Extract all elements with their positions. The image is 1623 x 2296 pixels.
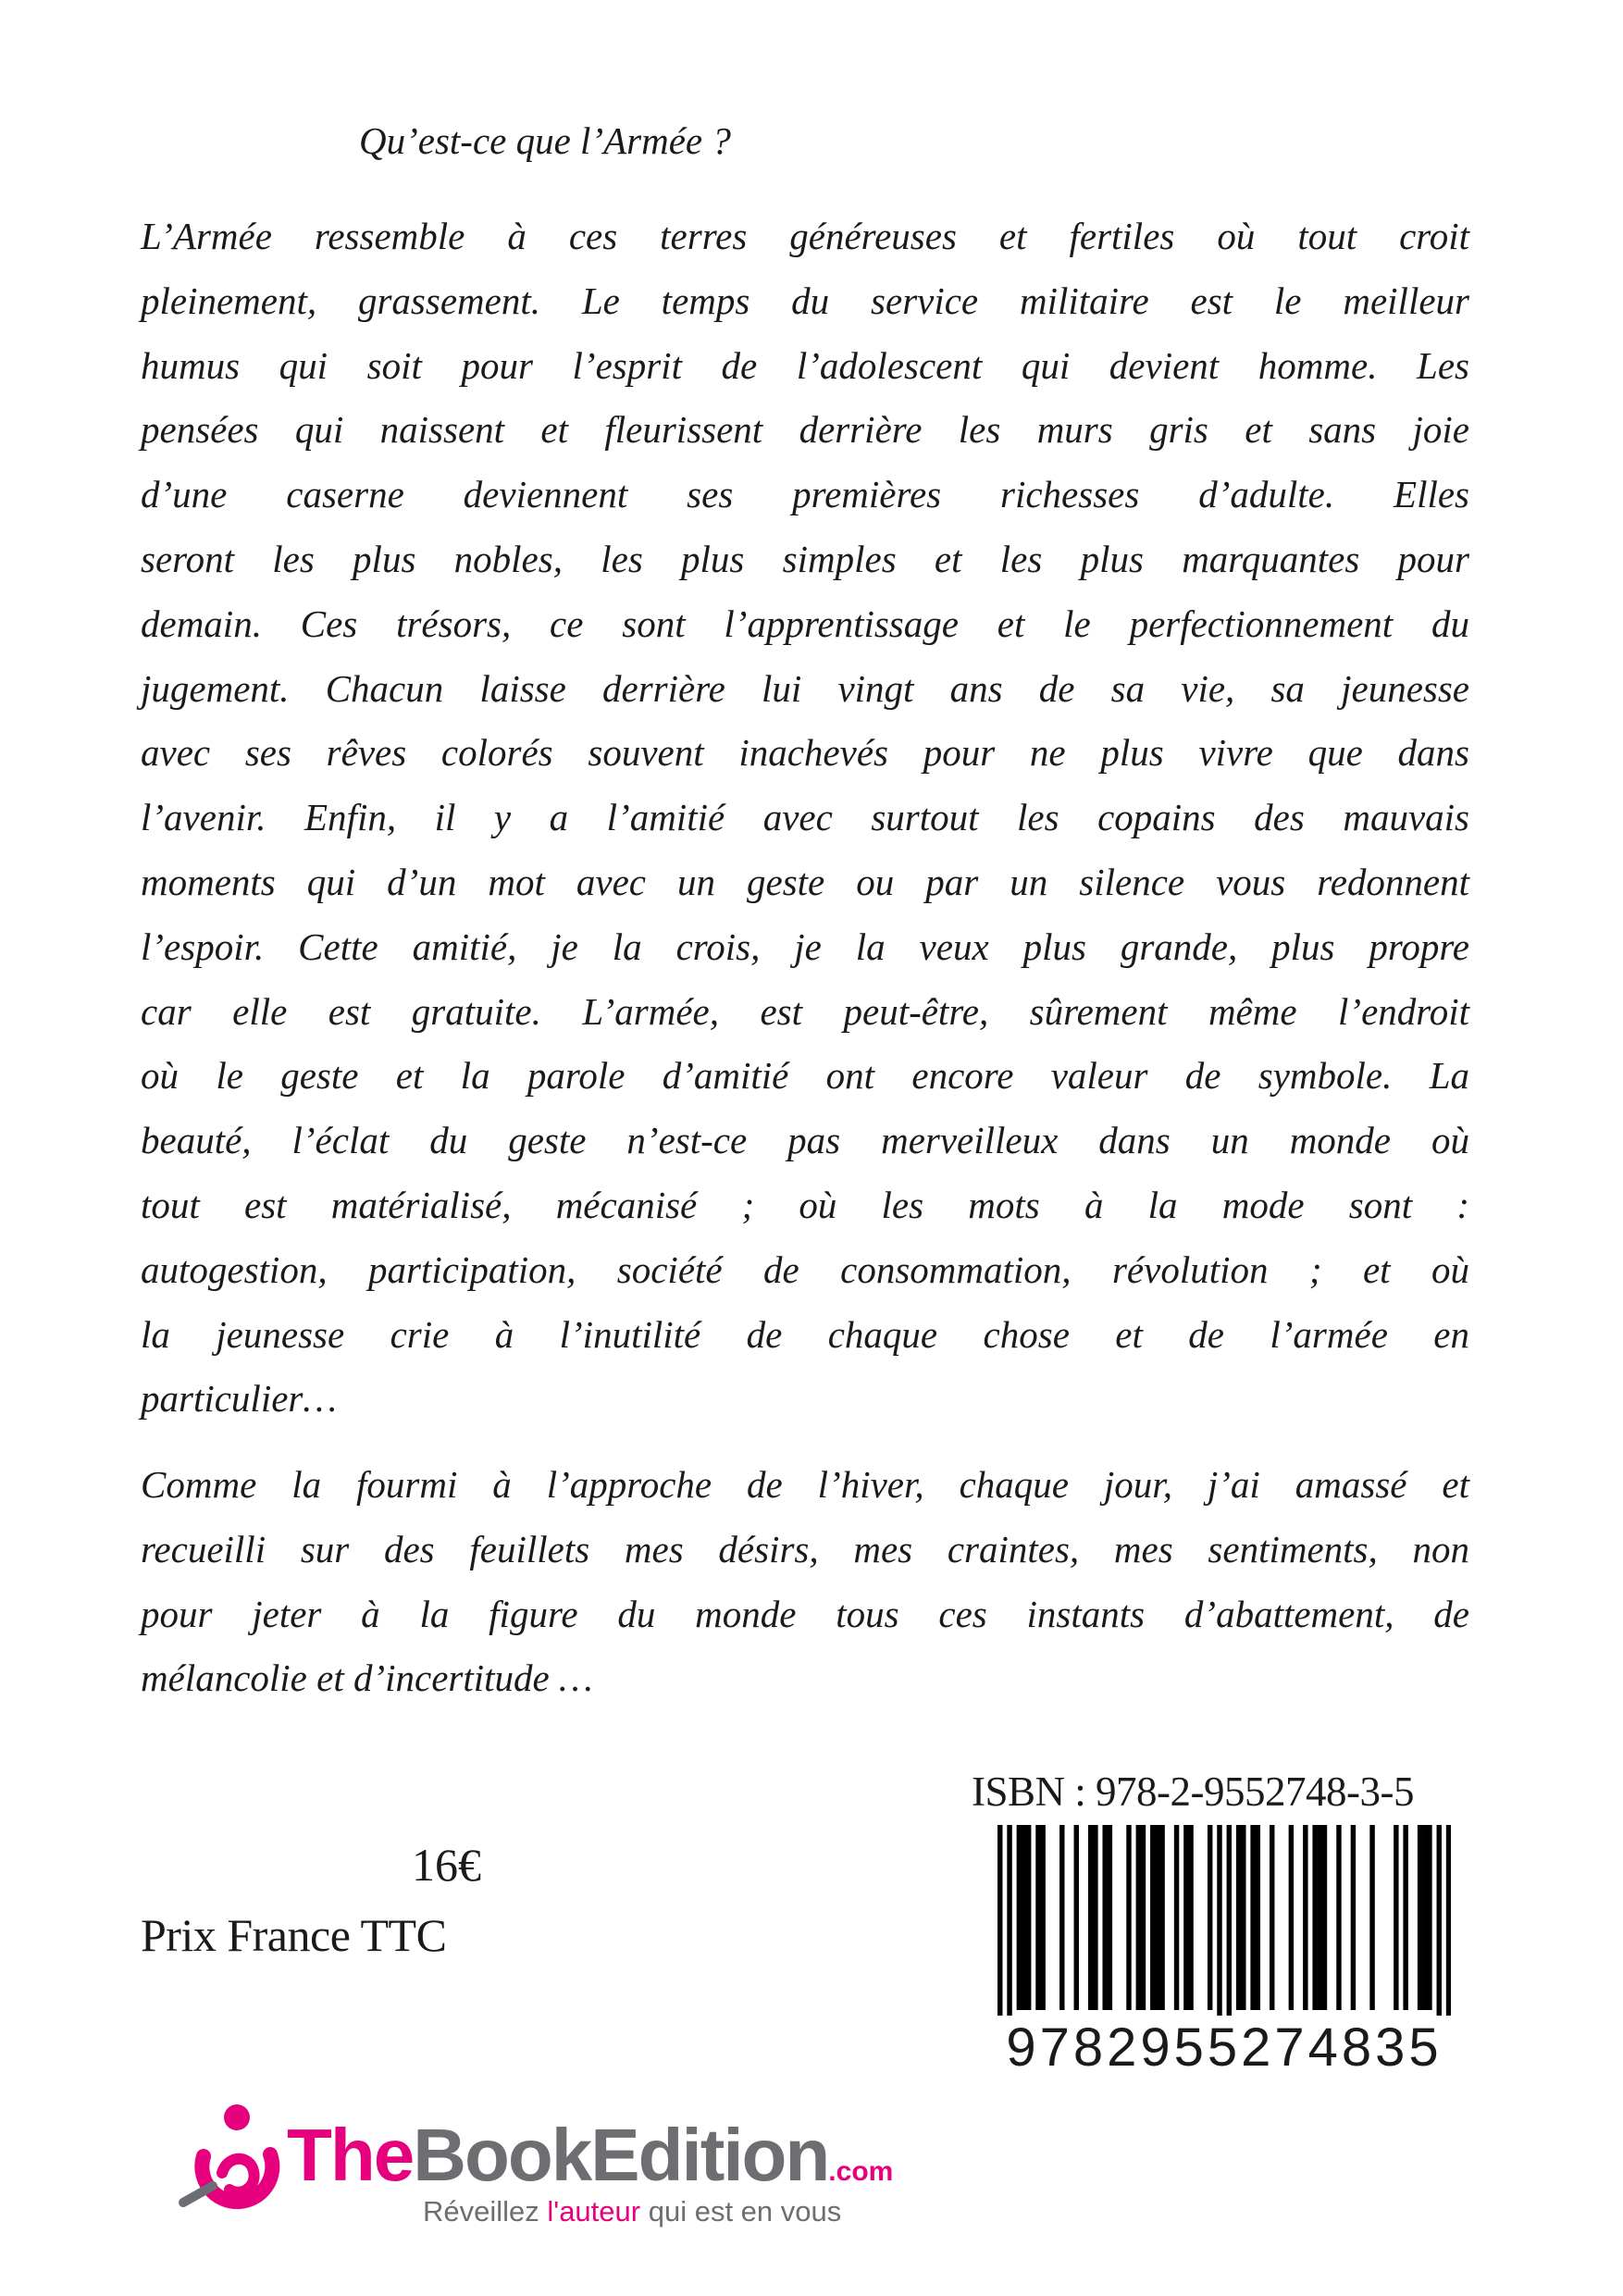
isbn-barcode <box>997 1825 1451 2084</box>
text-line: particulier… <box>141 1377 337 1421</box>
synopsis-paragraph-2 <box>141 1453 1469 1711</box>
barcode-bar <box>1022 1825 1026 2010</box>
logo-dotcom: .com <box>828 2156 894 2187</box>
text-line: pensées qui naissent et fleurissent derrière les murs gris et sans joie <box>141 408 1469 452</box>
text-line: beauté, l’éclat du geste n’est-ce pas merveilleux dans un monde où <box>141 1119 1469 1162</box>
text-line: Comme la fourmi à l’approche de l’hiver, chaque jour, j’ai amassé et <box>141 1463 1469 1506</box>
barcode-bar <box>1136 1825 1141 2010</box>
barcode-bar <box>1093 1825 1097 2010</box>
barcode-bar <box>1236 1825 1241 2010</box>
text-line: tout est matérialisé, mécanisé ; où les mots à la mode sont : <box>141 1183 1469 1226</box>
text-line: demain. Ces trésors, ce sont l’apprentissage et le perfectionnement du <box>141 602 1469 645</box>
barcode-bar <box>1446 1825 1451 2024</box>
barcode-bar <box>1040 1825 1045 2010</box>
price-label: Prix France TTC <box>141 1909 447 1961</box>
barcode-bar <box>1035 1825 1040 2010</box>
barcode-bar <box>1183 1825 1188 2010</box>
text-line: jugement. Chacun laisse derrière lui vingt ans de sa vie, sa jeunesse <box>141 666 1469 710</box>
barcode-bar <box>1174 1825 1179 2010</box>
barcode-bar <box>1059 1825 1064 2010</box>
publisher-logo-icon <box>176 2101 287 2230</box>
barcode-bar <box>1322 1825 1327 2010</box>
barcode-bar <box>1026 1825 1031 2010</box>
barcode-bar <box>1102 1825 1107 2010</box>
publisher-logo[interactable] <box>176 2101 916 2240</box>
text-line: recueilli sur des feuillets mes désirs, mes craintes, mes sentiments, non <box>141 1527 1469 1570</box>
barcode-bar <box>1188 1825 1193 2010</box>
barcode-bar <box>1312 1825 1317 2010</box>
barcode-bar <box>1074 1825 1079 2010</box>
barcode-bar <box>1150 1825 1155 2010</box>
tagline-pre: Réveillez <box>423 2195 548 2228</box>
text-line: pleinement, grassement. Le temps du service militaire est le meilleur <box>141 279 1469 322</box>
logo-edition: Edition <box>590 2114 829 2196</box>
text-line: pour jeter à la figure du monde tous ces instants d’abattement, de <box>141 1592 1469 1635</box>
barcode-bar <box>1088 1825 1093 2010</box>
barcode-bar <box>1418 1825 1422 2010</box>
text-line: où le geste et la parole d’amitié ont encore valeur de symbole. La <box>141 1054 1469 1098</box>
barcode-bar <box>1270 1825 1274 2010</box>
barcode-bar <box>1241 1825 1245 2010</box>
price: 16€ <box>412 1839 481 1891</box>
text-line: L’Armée ressemble à ces terres généreuses et fertiles où tout croit <box>141 215 1469 257</box>
text-line: l’espoir. Cette amitié, je la crois, je la veux plus grande, plus propre <box>141 925 1469 968</box>
barcode-bar <box>1159 1825 1164 2010</box>
barcode-bar <box>1403 1825 1407 2010</box>
back-cover-heading: Qu’est-ce que l’Armée ? <box>359 119 731 162</box>
barcode-bar <box>1250 1825 1255 2010</box>
text-line: avec ses rêves colorés souvent inachevés pour ne plus vivre que dans <box>141 731 1469 775</box>
barcode-bar <box>1141 1825 1146 2010</box>
isbn-label: ISBN : 978-2-9552748-3-5 <box>972 1769 1414 1815</box>
logo-the: The <box>287 2114 414 2196</box>
text-line: moments qui d’un mot avec un geste ou par un silence vous redonnent <box>141 860 1469 903</box>
publisher-tagline <box>423 2193 841 2230</box>
barcode-digits: 9782955274835 <box>997 2016 1451 2080</box>
tagline-highlight: l'auteur <box>547 2195 641 2228</box>
barcode-bars <box>997 1825 1451 2024</box>
text-line: d’une caserne deviennent ses premières richesses d’adulte. Elles <box>141 473 1469 516</box>
barcode-bar <box>1336 1825 1341 2010</box>
text-line: humus qui soit pour l’esprit de l’adolescent qui devient homme. Les <box>141 343 1469 387</box>
synopsis-paragraph-1 <box>141 205 1469 1432</box>
barcode-bar <box>1126 1825 1131 2010</box>
barcode-bar <box>1108 1825 1112 2010</box>
text-line: l’avenir. Enfin, il y a l’amitié avec surtout les copains des mauvais <box>141 796 1469 839</box>
text-line: seront les plus nobles, les plus simples et les plus marquantes pour <box>141 537 1469 580</box>
barcode-bar <box>1437 1825 1442 2024</box>
barcode-bar <box>1351 1825 1356 2010</box>
barcode-bar <box>1427 1825 1431 2010</box>
barcode-bar <box>1017 1825 1022 2010</box>
barcode-bar <box>1289 1825 1294 2010</box>
text-line: autogestion, participation, société de consommation, révolution ; et où <box>141 1247 1469 1291</box>
barcode-bar <box>997 1825 1002 2024</box>
barcode-bar <box>1318 1825 1322 2010</box>
barcode-bar <box>1256 1825 1260 2010</box>
tagline-post: qui est en vous <box>640 2195 842 2228</box>
text-line: car elle est gratuite. L’armée, est peut-être, sûrement même l’endroit <box>141 989 1469 1033</box>
barcode-bar <box>1155 1825 1159 2010</box>
barcode-bar <box>1217 1825 1221 2024</box>
barcode-bar <box>1227 1825 1232 2024</box>
barcode-bar <box>1422 1825 1427 2010</box>
text-line: la jeunesse crie à l’inutilité de chaque chose et de l’armée en <box>141 1312 1469 1356</box>
barcode-bar <box>1394 1825 1398 2010</box>
barcode-bar <box>1208 1825 1212 2010</box>
logo-book: Book <box>413 2114 591 2196</box>
text-line: mélancolie et d’incertitude … <box>141 1657 593 1700</box>
barcode-bar <box>1369 1825 1374 2010</box>
barcode-bar <box>1303 1825 1307 2010</box>
barcode-bar <box>1007 1825 1011 2024</box>
